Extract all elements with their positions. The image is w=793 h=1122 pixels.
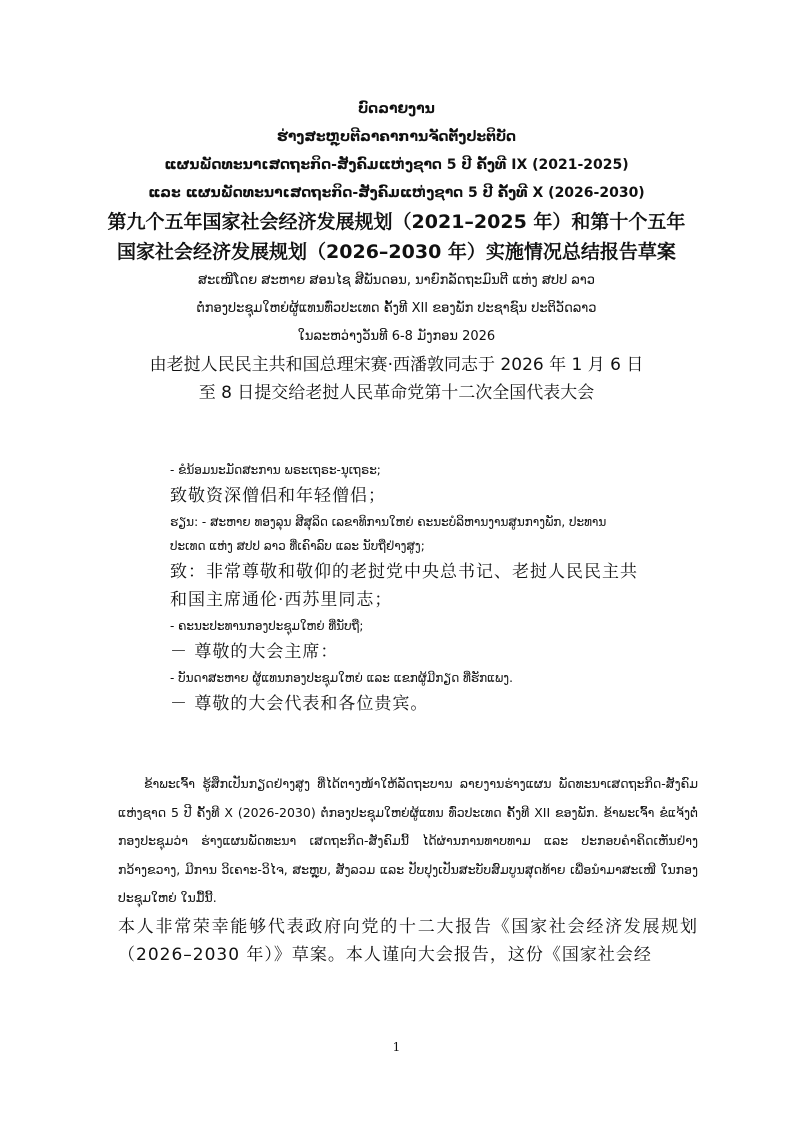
chinese-opening-paragraph: 本人非常荣幸能够代表政府向党的十二大报告《国家社会经济发展规划（2026–2030 年）》草案。本人谨向大会报告，这份《国家社会经 bbox=[118, 916, 698, 965]
chinese-subtitle-line-1: 由老挝人民民主共和国总理宋赛·西潘敦同志于 2026 年 1 月 6 日 bbox=[149, 355, 644, 375]
lao-title-line-4: ແລະ ແຜນພັດທະນາເສດຖະກິດ-ສັງຄົມແຫ່ງຊາດ 5 ປີ ຄັ້ງທີ X (2026-2030) bbox=[148, 185, 645, 201]
chinese-salutation-presidium: － 尊敬的大会主席： bbox=[170, 642, 339, 662]
chinese-title-line-2: 国家社会经济发展规划（2026–2030 年）实施情况总结报告草案 bbox=[117, 241, 676, 263]
salutation-section bbox=[170, 458, 715, 718]
chinese-salutation-monks: 致敬资深僧侣和年轻僧侣； bbox=[170, 486, 386, 506]
lao-salutation-monks: - ຂໍນ້ອມນະມັດສະການ ພຣະເຖຣະ-ນຸເຖຣະ; bbox=[170, 463, 381, 477]
lao-opening-paragraph: ຂ້າພະເຈົ້າ ຮູ້ສຶກເປັນກຽດຢ່າງສູງ ທີ່ໄດ້ຕາງໜ້າໃຫ້ລັດຖະບານ ລາຍງານຮ່າງແຜນ ພັດທະນາເສດຖະກິດ-ສັງຄົມແຫ່ງຊາດ 5 ປີ ຄັ້ງທີ X (2026-2030) ຕໍ່ກອງປະຊຸມໃຫຍ່ຜູ້ແທນ ທົ່ວປະເທດ ຄັ້ງທີ XII ຂອງພັກ. ຂ້າພະເຈົ້າ ຂໍແຈ້ງຕໍ່ກອງປະຊຸມວ່າ ຮ່າງແຜນພັດທະນາ ເສດຖະກິດ-ສັງຄົມນີ້ ໄດ້ຜ່ານການທາບທາມ ແລະ ປະກອບຄຳຄິດເຫັນຢ່າງກວ້າງຂວາງ, ມີການ ວິເຄາະ-ວິໄຈ, ສະຫຼຸບ, ສັງລວມ ແລະ ປັບປຸງເປັນສະບັບສົມບູນສຸດທ້າຍ ເພື່ອນຳມາສະເໜີ ໃນກອງປະຊຸມໃຫຍ່ ໃນມື້ນີ້. bbox=[118, 776, 698, 905]
lao-title-line-3: ແຜນພັດທະນາເສດຖະກິດ-ສັງຄົມແຫ່ງຊາດ 5 ປີ ຄັ້ງທີ IX (2021-2025) bbox=[164, 157, 629, 173]
chinese-salutation-secretary-line-2: 和国主席通伦·西苏里同志； bbox=[170, 590, 393, 610]
chinese-title-line-1: 第九个五年国家社会经济发展规划（2021–2025 年）和第十个五年 bbox=[107, 211, 686, 233]
chinese-salutation-delegates: － 尊敬的大会代表和各位贵宾。 bbox=[170, 694, 429, 714]
lao-salutation-secretary-line-2: ປະເທດ ແຫ່ງ ສປປ ລາວ ທີ່ເຄົາລົບ ແລະ ນັບຖືຢ່າງສູງ; bbox=[170, 539, 425, 553]
page-number: 1 bbox=[392, 1040, 401, 1054]
lao-salutation-secretary-line-1: ຮຽນ: - ສະຫາຍ ທອງລຸນ ສີສຸລິດ ເລຂາທິການໃຫຍ່ ຄະນະບໍລິຫານງານສູນກາງພັກ, ປະທານ bbox=[170, 515, 607, 529]
lao-salutation-delegates: - ບັນດາສະຫາຍ ຜູ້ແທນກອງປະຊຸມໃຫຍ່ ແລະ ແຂກຜູ້ມີກຽດ ທີ່ຮັກແພງ. bbox=[170, 671, 513, 685]
lao-congress-line: ຕໍ່ກອງປະຊຸມໃຫຍ່ຜູ້ແທນທົ່ວປະເທດ ຄັ້ງທີ XII ຂອງພັກ ປະຊາຊົນ ປະຕິວັດລາວ bbox=[196, 301, 597, 316]
report-body bbox=[118, 770, 698, 969]
chinese-subtitle-line-2: 至 8 日提交给老挝人民革命党第十二次全国代表大会 bbox=[198, 383, 595, 403]
lao-presenter-line: ສະເໜີໂດຍ ສະຫາຍ ສອນໄຊ ສີພັນດອນ, ນາຍົກລັດຖະມົນຕີ ແຫ່ງ ສປປ ລາວ bbox=[197, 273, 596, 288]
document-header bbox=[90, 95, 703, 407]
lao-title-line-1: ບົດລາຍງານ bbox=[358, 101, 435, 117]
lao-salutation-presidium: - ຄະນະປະທານກອງປະຊຸມໃຫຍ່ ທີ່ນັບຖື; bbox=[170, 619, 364, 633]
lao-title-line-2: ຮ່າງສະຫຼຸບຕີລາຄາການຈັດຕັ້ງປະຕິບັດ bbox=[276, 129, 517, 145]
lao-date-line: ໃນລະຫວ່າງວັນທີ 6-8 ມັງກອນ 2026 bbox=[297, 329, 496, 344]
chinese-salutation-secretary-line-1: 致：非常尊敬和敬仰的老挝党中央总书记、老挝人民民主共 bbox=[170, 562, 638, 582]
